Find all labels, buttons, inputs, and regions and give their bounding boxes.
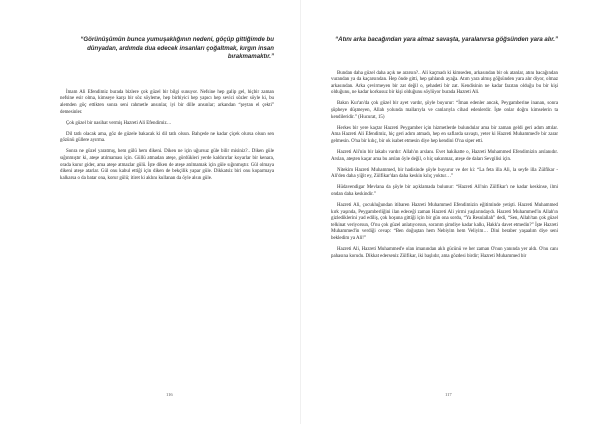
left-page-number: 116: [166, 392, 173, 397]
right-paragraph: Hazreti Ali, çocukluğundan itibaren Hazreti Muhammed Efendimizin eğitiminde yetişti. Hazreti Muhammed kırk yaşında, Peygamberliğini ilan edeceği zaman Hazreti Ali yirmi yaşlarındaydı. Hazreti Muhammed'in Allah'ın gizlediklerini yad ediliş, çok hoşuna gittiği için bir gün ona sordu, “Ya Resulallah” dedi, “Sen, Allah'tan çok güzel telkinat veriyorsun, O'nu çok güzel anlatıyorsun, sorarım şimdiye kadar kalkı, Hakk'a davet etmedin?” İşte Hazreti Muhammed'in verdiği cevap: “Ben doğuştan hem Nebiyim hem Veliyim… Dini beraber yaşaalım diye seni bekledim ya Ali!”: [331, 203, 558, 242]
right-page-quote: “Atını arka bacağından yara almaz savaşta, yaralanırsa göğsünden yara alır.”: [335, 36, 558, 43]
left-paragraph: Sonra ne güzel yaratmış, hem gülü hem dikeni. Diken ne için uğursuz güle bilir misiniz?.. Diken güle sığınmıştır ki, ateşe atılmaması için. Güllü atmadan ateşe, gördükleri yerde kaldırırlar koyarlar bir kenara, orada kurur gider, ama ateşe atmazlar gülü. İşte diken de ateşe atılmamak için güle sığınmıştır. Gül olmaya dikeni ateşe atarlar. Gül onu kabul ettiği için diken de bekçilik yapar güle. Dikkatsiz biri onu koparmaya kalkarsa o da batar ona, korur gülü; itiret ki aklını kullanan da öyle alsın güle.: [60, 149, 274, 181]
right-paragraph: Bundan daha güzel daha açık ne ararsın?.. Ali kaçmadı ki kimseden, arkasından bir ok atanlar, atını bacağından vurandan ya da kaçarsından. Hep önde gitti, hep şahlandı ayağa. Atım yara almış göğsünden yara alır diyor, olmaz arkasından. Arka çevirmeyen bir zat değil o, şehadeti bir zat. Kendisinin ne kadar fazıtan olduğu bu bir kişi olduğunu, ne kadar korkusuz bir kişi olduğunu söylüyor burada Hazreti Ali.: [331, 70, 558, 96]
right-paragraph: Herkes bir yere kaçtar Hazreti Peygamber için hizmetlerde bulundular ama bir zaman geldi geri adım attılar. Ama Hazreti Ali Efendimiz, hiç geri adım atmadı, hep en saflarda savaştı, yeter ki Hazreti Muhammed'e bir zarar gelmesin. O'na bir kılıç, bir ok isabet etmesin diye hep kendini O'na siper etti.: [331, 125, 558, 144]
left-page-quote: “Görünüşümün bunca yumuşaklığının nedeni, göçüp gittiğimde bu dünyadan, ardımda dua edecek insanları çoğaltmak, kırgın insan bırakmamaktır.”: [80, 36, 274, 61]
right-paragraph: Nitekim Hazreti Muhammed, bir hadisinde şöyle buyurur ve der ki: “La feta illa Ali, la seyfe illa Zülfikar - Ali'den daha yiğit ey, Zülfikar'dan daha keskin kılıç yoktur…”: [331, 167, 558, 180]
right-paragraph: Hüdavendigar Mevlana da şöyle bir açıklamada bulunur: “Hazreti Ali'nin Zülfikar'ı ne kadar keskinse, ilmi ondan daha keskindir.”: [331, 185, 558, 197]
right-page-number: 117: [445, 392, 452, 397]
right-paragraph: Bakın Kur'an'da çok güzel bir ayet vardır, şöyle buyurur: “İman edenler ancak, Peygamberine inanan, sonra şüpheye düşmeyen, Allah yolunda mallarıyla ve canlarıyla cihad edenlerdir. İşte onlar doğru kimselerin ta kendileridir.” (Hucurat, 15): [331, 101, 558, 120]
right-paragraph: Hazreti Ali, Hazreti Muhammed'e olan imanından aklı gücünü ve her zaman O'nun yanında yer aldı. O'nu canı pahasına korudu. Dikkat ederseniz Zülfikar, iki başlıdır, ama gözdesi birdir; Hazreti Muhammed bir: [331, 247, 558, 259]
right-page: [300, 0, 600, 424]
left-paragraph: İmam Ali Efendimiz burada bizlere çok güzel bir bilgi sunuyor. Nefsine hep galip gel, hiçbir zaman nefsine esir olma, kimseye karşı bir söz söyleme, hep birbiyici hep yapıcı hep sevici sözler söyle ki, bu alemden göç ettikten sonra seni rahmetle ansınlar, iyi bir dille ansınlar; arkandan “şeytan el çekti” demesinler.: [60, 89, 274, 115]
right-paragraph: Hazreti Ali'nin bir lakabı vardır: Allah'ın arslanı. Evet hakikatte o, Hazreti Muhammed Efendimizin arslanıdır. Arslan, ateşten kaçar ama bu arslan öyle değil, o hiç sakınmaz, ateşe de daları Sevgilisi için.: [331, 150, 558, 162]
left-paragraph: Çok güzel bir nasihat vermiş Hazreti Ali Efendimiz…: [66, 120, 172, 126]
left-paragraph: Dil tatlı olacak ama, göz de güzele bakacak ki dil tatlı olsun. Bahçede ne kadar çiçek olursa olsun sen gözünü güllere ayırma.: [60, 131, 274, 144]
